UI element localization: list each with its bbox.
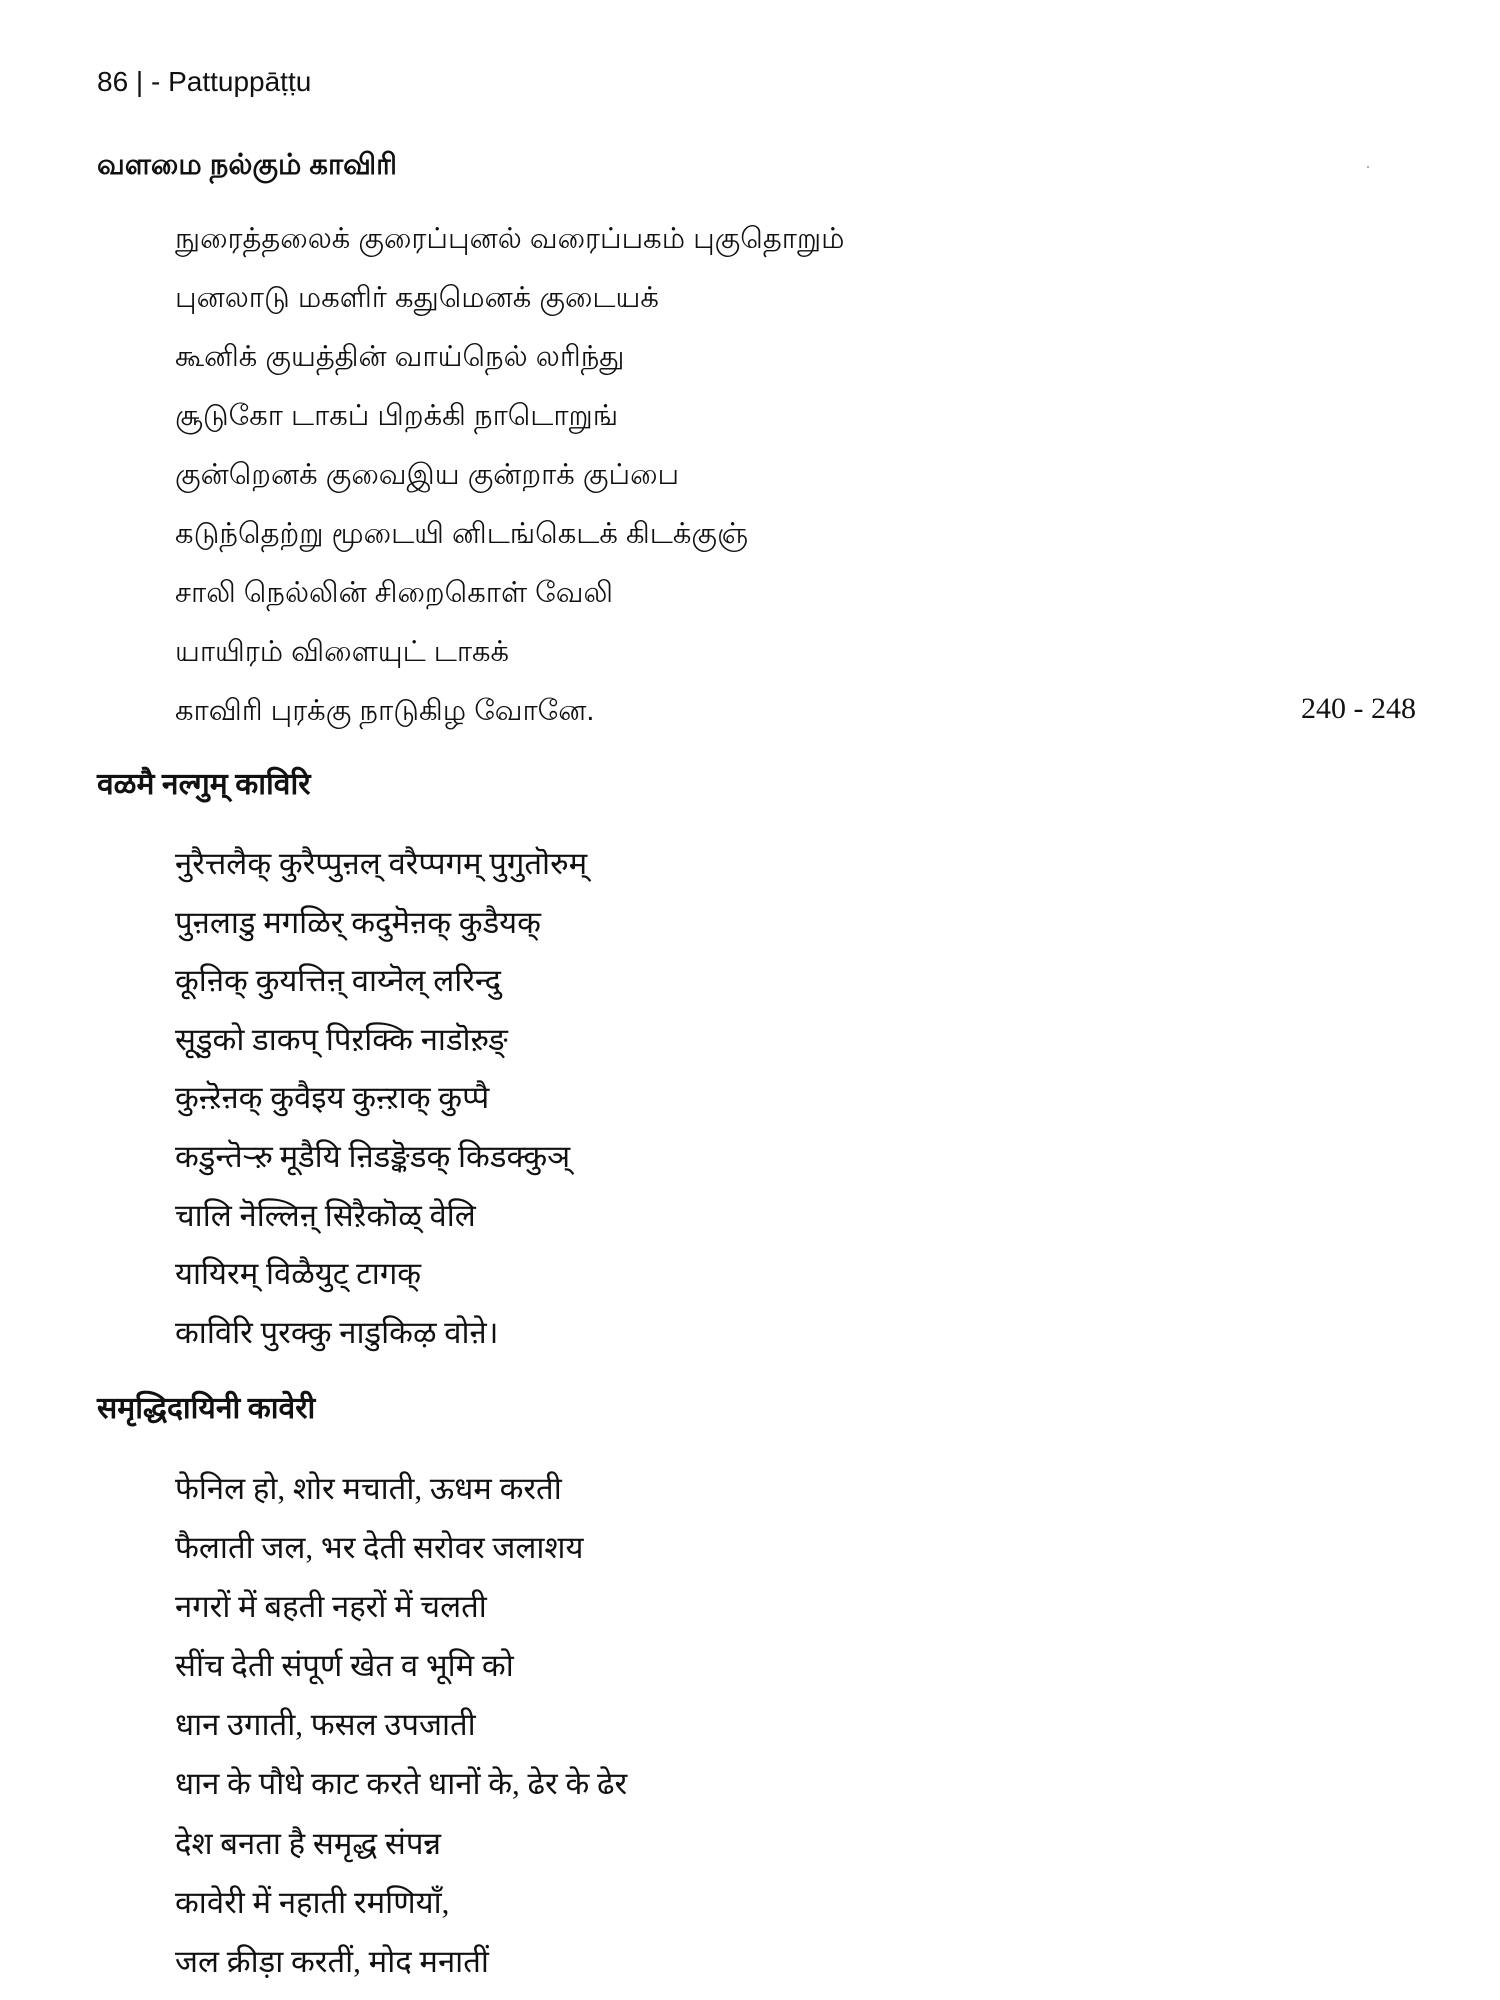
hindi-heading: समृद्धिदायिनी कावेरी [97, 1392, 316, 1425]
verse-line: புனலாடு மகளிர் கதுமெனக் குடையக் [175, 282, 659, 314]
verse-line: फैलाती जल, भर देती सरोवर जलाशय [175, 1530, 584, 1566]
verse-line: नगरों में बहती नहरों में चलती [175, 1589, 487, 1625]
verse-line: धान उगाती, फसल उपजाती [175, 1707, 476, 1743]
devanagari-verse [175, 835, 587, 1362]
verse-line: धान के पौधे काट करते धानों के, ढेर के ढेर [175, 1766, 628, 1802]
verse-line: कुऩ्ऱॆऩक् कुवैइय कुऩ्ऱाक् कुप्पै [175, 1080, 490, 1116]
tamil-verse [175, 210, 844, 741]
verse-line: कूऩिक् कुयत्तिऩ् वाय्नॆल् लरिन्दु [175, 963, 501, 999]
verse-line: देश बनता है समृद्ध संपन्न [175, 1825, 442, 1861]
verse-line: காவிரி புரக்கு நாடுகிழ வோனே. [175, 695, 595, 727]
verse-line: யாயிரம் விளையுட் டாகக் [175, 636, 510, 668]
tamil-heading: வளமை நல்கும் காவிரி [97, 149, 397, 181]
verse-line: कावेरी में नहाती रमणियाँ, [175, 1884, 450, 1920]
verse-line: குன்றெனக் குவைஇய குன்றாக் குப்பை [175, 459, 680, 491]
verse-line: கூனிக் குயத்தின் வாய்நெல் லரிந்து [175, 341, 625, 373]
verse-line: नुरैत्तलैक् कुरैप्पुऩल् वरैप्पगम् पुगुतॊरुम् [175, 846, 588, 881]
hindi-verse [175, 1459, 627, 1991]
verse-line: चालि नॆल्लिऩ् सिऱैकॊळ् वेलि [175, 1197, 476, 1233]
verse-line: सूडुको डाकप् पिऱक्कि नाडॊऱुङ् [175, 1021, 508, 1057]
verse-line: पुऩलाडु मगळिर् कदुमॆऩक् कुडैयक् [175, 904, 541, 940]
verse-line: यायिरम् विळैयुट् टागक् [175, 1256, 422, 1292]
verse-line: சாலி நெல்லின் சிறைகொள் வேலி [175, 577, 614, 609]
scan-speck [1367, 166, 1369, 168]
verse-line: जल क्रीड़ा करतीं, मोद मनातीं [175, 1943, 489, 1979]
verse-line: सींच देती संपूर्ण खेत व भूमि को [175, 1648, 514, 1684]
verse-line: फेनिल हो, शोर मचाती, ऊधम करती [175, 1471, 562, 1506]
verse-line: कडुन्तॆऱ्ऱु मूडैयि ऩिडङ्कॆडक् किडक्कुञ् [175, 1138, 571, 1174]
verse-line: சூடுகோ டாகப் பிறக்கி நாடொறுங் [175, 400, 619, 432]
verse-line: கடுந்தெற்று மூடையி னிடங்கெடக் கிடக்குஞ் [175, 518, 749, 550]
devanagari-heading: वळमै नल्गुम् काविरि [97, 768, 311, 801]
verse-line: நுரைத்தலைக் குரைப்புனல் வரைப்பகம் புகுதொறும் [175, 223, 845, 255]
running-header: 86 | - Pattuppāṭṭu [97, 66, 312, 97]
verse-line: काविरि पुरक्कु नाडुकिऴ वोऩे। [175, 1314, 499, 1350]
verse-reference: 240 - 248 [1301, 692, 1416, 725]
